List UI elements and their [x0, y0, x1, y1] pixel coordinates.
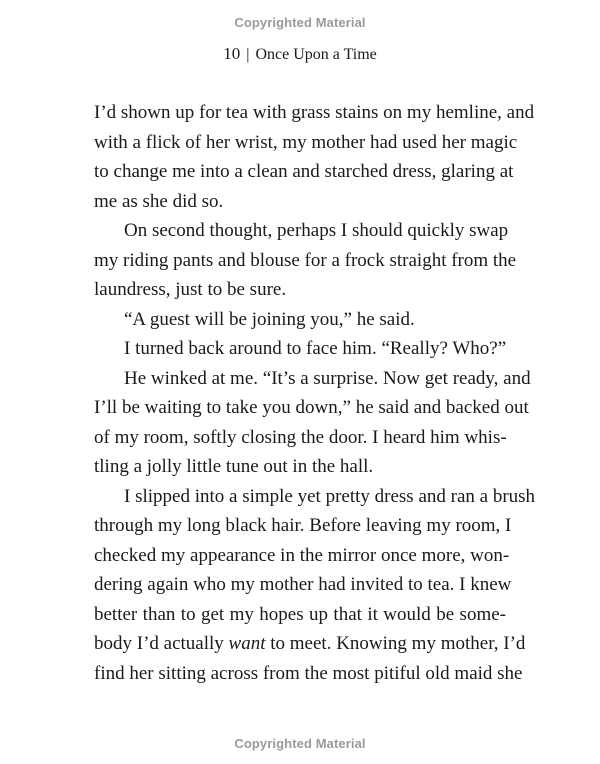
body-text [94, 98, 536, 688]
text-line: I’ll be waiting to take you down,” he said and backed out [94, 397, 529, 418]
text-segment: to meet. Knowing my mother, I’d [265, 633, 526, 654]
text-line: I’d shown up for tea with grass stains on my hemline, and [94, 102, 535, 123]
text-line: me as she did so. [94, 190, 224, 212]
running-head-separator: | [246, 46, 250, 63]
text-line: through my long black hair. Before leaving my room, I [94, 515, 512, 536]
watermark-bottom: Copyrighted Material [234, 736, 366, 751]
text-line: to change me into a clean and starched dress, glaring at [94, 161, 514, 182]
emphasized-word: want [228, 633, 266, 654]
text-line: find her sitting across from the most pitiful old maid she [94, 662, 523, 684]
text-line: He winked at me. “It’s a surprise. Now get ready, and [124, 367, 531, 389]
text-line: of my room, softly closing the door. I heard him whis- [94, 426, 507, 448]
text-line: On second thought, perhaps I should quickly swap [124, 220, 509, 241]
text-line: tling a jolly little tune out in the hall. [94, 456, 374, 477]
text-line: with a flick of her wrist, my mother had used her magic [94, 131, 518, 153]
book-title: Once Upon a Time [255, 46, 377, 63]
text-line: I turned back around to face him. “Really? Who?” [124, 338, 507, 359]
text-line-emphasis [94, 629, 526, 659]
text-line: better than to get my hopes up that it would be some- [94, 603, 506, 625]
watermark-top: Copyrighted Material [234, 15, 366, 30]
running-head [0, 44, 600, 64]
text-line: my riding pants and blouse for a frock straight from the [94, 249, 517, 271]
text-line: “A guest will be joining you,” he said. [124, 308, 415, 330]
text-line: dering again who my mother had invited to tea. I knew [94, 574, 512, 595]
text-line: checked my appearance in the mirror once more, won- [94, 544, 510, 566]
page-number: 10 [223, 44, 241, 63]
text-line: laundress, just to be sure. [94, 279, 287, 300]
text-line: I slipped into a simple yet pretty dress and ran a brush [124, 485, 536, 507]
text-segment: body I’d actually [94, 633, 229, 654]
